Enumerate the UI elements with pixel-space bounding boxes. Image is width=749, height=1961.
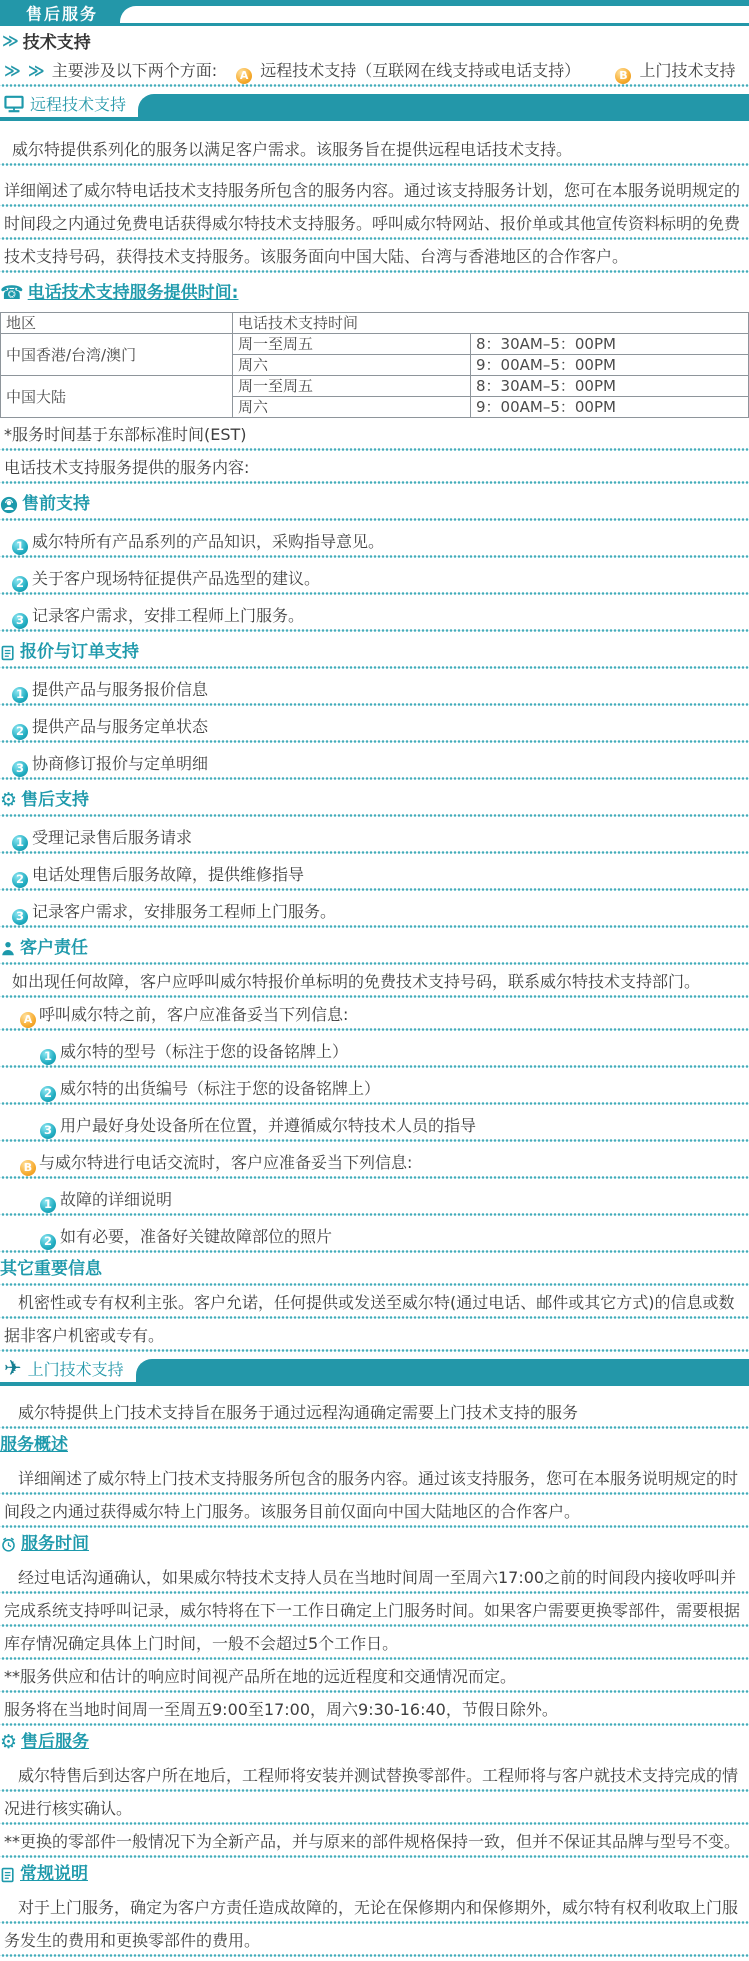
section-quote-title: 报价与订单支持 <box>20 642 139 662</box>
list-item-text: 受理记录售后服务请求 <box>32 828 193 847</box>
number-3-icon: 3 <box>12 909 28 925</box>
person-icon <box>0 940 16 957</box>
banner-notch <box>120 6 749 23</box>
days-cell: 周六 <box>233 397 471 418</box>
days-cell: 周六 <box>233 355 471 376</box>
onsite-intro-paragraph: 威尔特提供上门技术支持旨在服务于通过远程沟通确定需要上门技术支持的服务 <box>0 1396 749 1429</box>
group-a-label: 呼叫威尔特之前，客户应准备妥当下列信息: <box>39 1005 349 1024</box>
chevron-icon: ≫ <box>4 61 21 80</box>
hours-cell: 9：00AM–5：00PM <box>471 355 749 376</box>
tab-remote-support-label: 远程技术支持 <box>30 95 127 114</box>
list-item <box>0 821 749 854</box>
onsite-service-paragraph: 威尔特售后到达客户所在地后，工程师将安装并测试替换零部件。工程师将与客户就技术支持完成的情况进行核实确认。 <box>0 1759 749 1825</box>
number-1-icon: 1 <box>12 687 28 703</box>
chevron-icon: ≫ <box>2 30 19 50</box>
table-row <box>1 376 749 397</box>
list-item <box>0 1183 749 1216</box>
section-responsibility-title: 客户责任 <box>20 938 88 958</box>
page-banner <box>0 0 749 26</box>
list-item-text: 提供产品与服务定单状态 <box>32 717 209 736</box>
gear-icon: ⚙ <box>0 1731 18 1753</box>
list-item <box>0 1072 749 1105</box>
general-paragraph: 对于上门服务，确定为客户方责任造成故障的，无论在保修期内和保修期外，威尔特有权利收取上门服务发生的费用和更换零部件的费用。 <box>0 1891 749 1957</box>
table-header-row <box>1 313 749 334</box>
tab-curve <box>136 1359 749 1382</box>
headset-person-icon <box>0 496 18 514</box>
number-2-icon: 2 <box>12 576 28 592</box>
badge-b-icon: B <box>615 68 631 84</box>
section-hours-title[interactable]: 服务时间 <box>21 1534 89 1554</box>
list-item-text: 关于客户现场特征提供产品选型的建议。 <box>32 569 321 588</box>
group-b-row <box>0 1146 749 1179</box>
number-1-icon: 1 <box>40 1049 56 1065</box>
section-aftersale-title: 售后支持 <box>21 790 90 810</box>
list-item <box>0 599 749 632</box>
number-2-icon: 2 <box>12 872 28 888</box>
section-overview-heading <box>0 1429 749 1462</box>
list-item-text: 故障的详细说明 <box>60 1190 173 1209</box>
list-item-text: 威尔特的出货编号（标注于您的设备铭牌上） <box>60 1079 381 1098</box>
hours-cell: 8：30AM–5：00PM <box>471 334 749 355</box>
hours-cell: 8：30AM–5：00PM <box>471 376 749 397</box>
phone-hours-heading-row <box>0 277 749 310</box>
list-item <box>0 1109 749 1142</box>
region-cell: 中国大陆 <box>1 376 233 418</box>
number-1-icon: 1 <box>40 1197 56 1213</box>
airplane-icon: ✈ <box>4 1356 22 1380</box>
option-a-label: 远程技术支持（互联网在线支持或电话支持） <box>260 61 581 80</box>
tab-remote-support <box>0 90 749 121</box>
alarm-clock-icon <box>0 1536 17 1553</box>
number-1-icon: 1 <box>12 835 28 851</box>
list-item <box>0 858 749 891</box>
list-item-text: 威尔特的型号（标注于您的设备铭牌上） <box>60 1042 349 1061</box>
section-presale-heading <box>0 488 749 521</box>
table-row <box>1 334 749 355</box>
page-title: 售后服务 <box>26 4 99 24</box>
list-item-text: 威尔特所有产品系列的产品知识，采购指导意见。 <box>32 532 385 551</box>
table-header-region: 地区 <box>1 313 233 334</box>
section-onsite-service-heading <box>0 1726 749 1759</box>
hours-paragraph: 经过电话沟通确认，如果威尔特技术支持人员在当地时间周一至周六17:00之前的时间段内接收呼叫并完成系统支持呼叫记录，威尔特将在下一工作日确定上门服务时间。如果客户需要更换零部件，需要根据库存情况确定具体上门时间，一般不会超过5个工作日。 <box>0 1561 749 1660</box>
list-item <box>0 710 749 743</box>
phone-icon: ☎ <box>0 282 24 304</box>
support-hours-table <box>0 312 749 418</box>
table-header-time: 电话技术支持时间 <box>233 313 749 334</box>
tab-onsite-support-label: 上门技术支持 <box>27 1360 124 1379</box>
tech-support-heading: 技术支持 <box>22 32 91 53</box>
section-onsite-service-title[interactable]: 售后服务 <box>21 1732 90 1752</box>
badge-b-icon: B <box>20 1160 36 1176</box>
option-b-label: 上门技术支持 <box>639 61 736 80</box>
number-2-icon: 2 <box>40 1234 56 1250</box>
list-item-text: 协商修订报价与定单明细 <box>32 754 209 773</box>
section-hours-heading <box>0 1528 749 1561</box>
days-cell: 周一至周五 <box>233 376 471 397</box>
chevron-icon: ≫ <box>27 61 45 80</box>
list-item <box>0 895 749 928</box>
overview-paragraph: 详细阐述了威尔特上门技术支持服务所包含的服务内容。通过该支持服务，您可在本服务说明规定的时间段之内通过获得威尔特上门服务。该服务目前仅面向中国大陆地区的合作客户。 <box>0 1462 749 1528</box>
section-overview-title[interactable]: 服务概述 <box>0 1435 68 1455</box>
list-item-text: 记录客户需求，安排工程师上门服务。 <box>32 606 305 625</box>
section-other-heading <box>0 1253 749 1286</box>
section-quote-heading <box>0 636 749 669</box>
badge-a-icon: A <box>236 68 252 84</box>
group-b-label: 与威尔特进行电话交流时，客户应准备妥当下列信息: <box>39 1153 413 1172</box>
section-general-heading <box>0 1858 749 1891</box>
region-cell: 中国香港/台湾/澳门 <box>1 334 233 376</box>
hours-cell: 9：00AM–5：00PM <box>471 397 749 418</box>
days-cell: 周一至周五 <box>233 334 471 355</box>
remote-description-paragraph: 详细阐述了威尔特电话技术支持服务所包含的服务内容。通过该支持服务计划，您可在本服务说明规定的时间段之内通过免费电话获得威尔特技术支持服务。呼叫威尔特网站、报价单或其他宣传资料标明的免费技术支持号码，获得技术支持服务。该服务面向中国大陆、台湾与香港地区的合作客户。 <box>0 174 749 273</box>
list-item <box>0 673 749 706</box>
list-item-text: 电话处理售后服务故障，提供维修指导 <box>32 865 305 884</box>
phone-hours-heading: 电话技术支持服务提供时间: <box>27 283 239 303</box>
est-note: *服务时间基于东部标准时间(EST) <box>0 418 749 451</box>
number-3-icon: 3 <box>12 761 28 777</box>
section-presale-title: 售前支持 <box>22 494 90 514</box>
list-item <box>0 747 749 780</box>
gear-icon: ⚙ <box>0 789 18 811</box>
section-responsibility-heading <box>0 932 749 965</box>
number-1-icon: 1 <box>12 539 28 555</box>
onsite-service-note: **更换的零部件一般情况下为全新产品，并与原来的部件规格保持一致，但并不保证其品牌与型号不变。 <box>0 1825 749 1858</box>
content-intro: 电话技术支持服务提供的服务内容: <box>0 451 749 484</box>
section-aftersale-heading <box>0 784 749 817</box>
list-item <box>0 562 749 595</box>
number-3-icon: 3 <box>12 613 28 629</box>
badge-a-icon: A <box>20 1012 36 1028</box>
responsibility-intro: 如出现任何故障，客户应呼叫威尔特报价单标明的免费技术支持号码，联系威尔特技术支持部门。 <box>0 965 749 998</box>
number-2-icon: 2 <box>12 724 28 740</box>
remote-intro-paragraph: 威尔特提供系列化的服务以满足客户需求。该服务旨在提供远程电话技术支持。 <box>0 133 749 166</box>
section-other-title: 其它重要信息 <box>0 1259 102 1279</box>
list-item <box>0 1220 749 1253</box>
other-info-paragraph: 机密性或专有权利主张。客户允诺，任何提供或发送至威尔特(通过电话、邮件或其它方式)的信息或数据非客户机密或专有。 <box>0 1286 749 1352</box>
tech-support-heading-row <box>0 26 749 54</box>
hours-note: **服务供应和估计的响应时间视产品所在地的远近程度和交通情况而定。 <box>0 1660 749 1693</box>
intro-options-row <box>0 54 749 87</box>
group-a-row <box>0 998 749 1031</box>
list-item <box>0 1035 749 1068</box>
list-item-text: 用户最好身处设备所在位置，并遵循威尔特技术人员的指导 <box>60 1116 477 1135</box>
hours-schedule: 服务将在当地时间周一至周五9:00至17:00，周六9:30-16:40，节假日除外。 <box>0 1693 749 1726</box>
list-item-text: 提供产品与服务报价信息 <box>32 680 209 699</box>
tab-curve <box>138 94 749 117</box>
number-2-icon: 2 <box>40 1086 56 1102</box>
document-icon <box>0 645 16 661</box>
monitor-icon <box>4 95 24 113</box>
tab-onsite-support <box>0 1355 749 1386</box>
document-icon <box>0 1867 16 1883</box>
intro-lead: 主要涉及以下两个方面: <box>51 61 218 80</box>
list-item-text: 记录客户需求，安排服务工程师上门服务。 <box>32 902 337 921</box>
number-3-icon: 3 <box>40 1123 56 1139</box>
list-item-text: 如有必要，准备好关键故障部位的照片 <box>60 1227 333 1246</box>
section-general-title[interactable]: 常规说明 <box>20 1864 88 1884</box>
list-item <box>0 525 749 558</box>
